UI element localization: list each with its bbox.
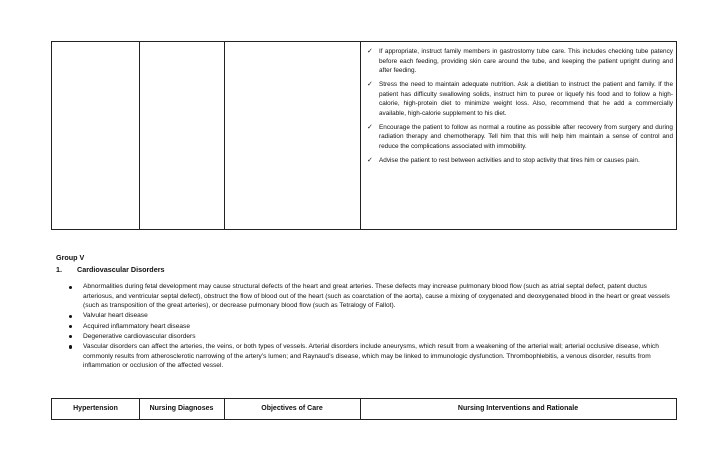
checkmark-icon: ✓ [367, 48, 373, 55]
bullet-text: Vascular disorders can affect the arteries, the veins, or both types of vessels. Arterial disorders include aneurysms, which result from a weakening of the arterial wall; arterial occlusive disease, which commonly results from atherosclerotic narrowing of the artery’s lumen; and Raynaud’s disease, which may be linked to immunologic dysfunction. Thrombophlebitis, a venous disorder, results from inflammation or occlusion of the affected vessel. [83, 342, 659, 370]
column-header-hypertension: Hypertension [73, 405, 118, 412]
bullet-dot-icon [69, 325, 72, 328]
intervention-text: Encourage the patient to follow as normal a routine as possible after recovery from surgery and during radiation therapy and chemotherapy. Tell him that this will help him maintain a sense of control and reduce the complications associated with immobility. [379, 123, 673, 150]
disorders-bullet-list [66, 282, 678, 371]
section-title: Cardiovascular Disorders [77, 265, 165, 274]
bullet-dot-icon [69, 345, 72, 348]
bullet-text: Valvular heart disease [83, 312, 148, 320]
table-column-divider [224, 42, 225, 229]
checkmark-icon: ✓ [367, 123, 373, 131]
intervention-item [367, 156, 673, 166]
care-plan-table [51, 41, 677, 230]
bullet-text: Abnormalities during fetal development may cause structural defects of the heart and great arteries. These defects may increase pulmonary blood flow (such as atrial septal defect, patent ductus arteriosus, and ventricular septal defect), obstruct the flow of blood out of the heart (such as coarctation of the aorta), cause a mixing of oxygenated and deoxygenated blood in the heart or great vessels (such as transposition of the great arteries), or decrease pulmonary blood flow (such as Tetralogy of Fallot). [83, 283, 670, 310]
bullet-text: Degenerative cardiovascular disorders [83, 332, 196, 340]
interventions-list [367, 47, 673, 170]
intervention-item [367, 47, 673, 76]
bullet-item [66, 311, 678, 321]
bullet-text: Acquired inflammatory heart disease [83, 322, 191, 330]
column-header-interventions: Nursing Interventions and Rationale [457, 405, 579, 412]
intervention-item [367, 80, 673, 118]
section-number: 1. [56, 265, 62, 274]
checkmark-icon: ✓ [367, 156, 373, 164]
group-title: Group V [56, 253, 85, 262]
bullet-dot-icon [69, 286, 72, 289]
intervention-text: If appropriate, instruct family members in gastrostomy tube care. This includes checking tube patency before each feeding, providing skin care around the tube, and keeping the patient upright during and after feeding. [379, 48, 673, 74]
bullet-item [66, 332, 678, 342]
table-column-divider [139, 42, 140, 229]
column-header-objectives: Objectives of Care [261, 405, 323, 412]
bullet-dot-icon [69, 335, 72, 338]
bullet-item [66, 322, 678, 332]
intervention-text: Advise the patient to rest between activities and to stop activity that tires him or causes pain. [379, 156, 640, 164]
column-header-nursing-diagnoses: Nursing Diagnoses [149, 405, 214, 412]
hypertension-table-header [51, 398, 677, 420]
bullet-dot-icon [69, 315, 72, 318]
table-column-divider [360, 42, 361, 229]
intervention-text: Stress the need to maintain adequate nutrition. Ask a dietitian to instruct the patient and family. If the patient has difficulty swallowing solids, instruct him to puree or liquefy his food and to follow a high-calorie, high-protein diet to minimize weight loss. Also, recommend that he add a commercially available, high-calorie supplement to his diet. [379, 81, 673, 117]
intervention-item [367, 123, 673, 152]
bullet-item [66, 282, 678, 311]
bullet-item [66, 342, 678, 371]
checkmark-icon: ✓ [367, 81, 373, 88]
